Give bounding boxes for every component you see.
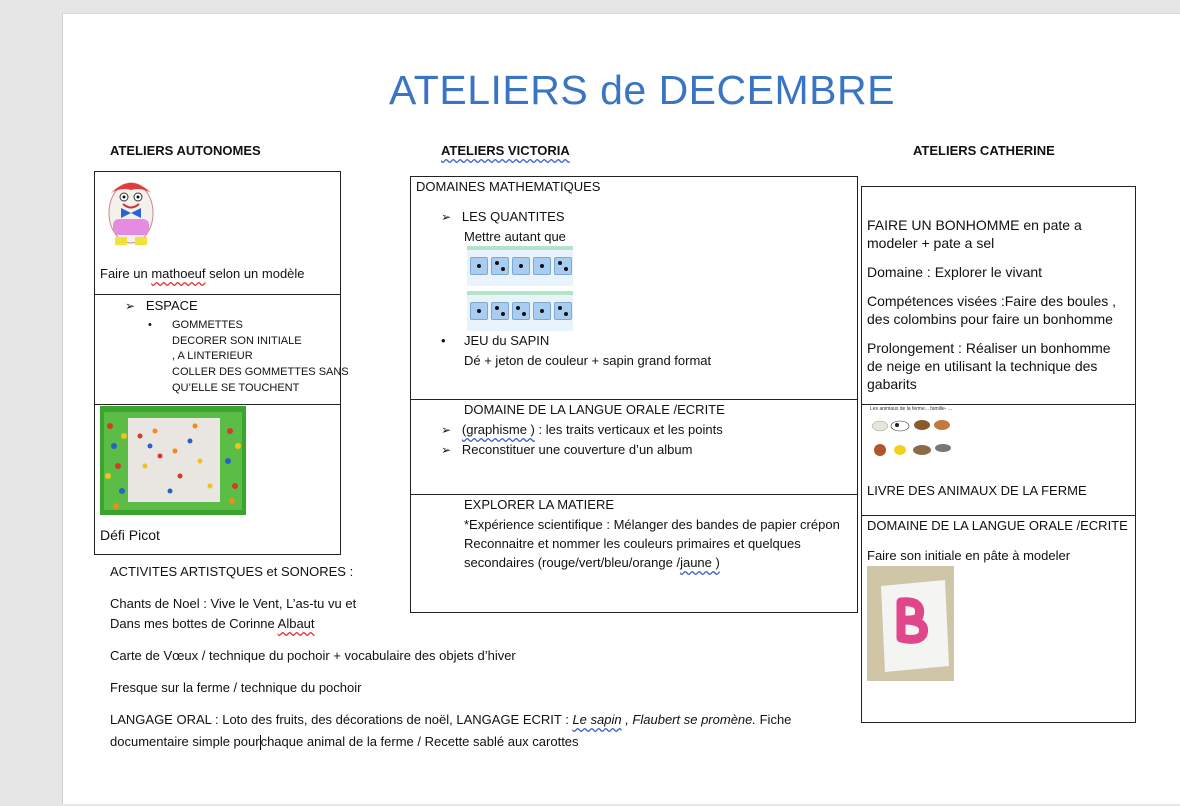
- domaine-langue-title: DOMAINE DE LA LANGUE ORALE /ECRITE: [867, 518, 1128, 533]
- thumbnail-caption: Les animaux de la ferme... famille- ...: [870, 406, 952, 412]
- jeu-sapin-title: JEU du SAPIN: [464, 333, 550, 348]
- row-divider: [411, 494, 857, 495]
- picot-pegboard-photo: [100, 406, 246, 515]
- quantites-item: ➢ LES QUANTITES: [441, 209, 565, 224]
- row-divider: [862, 515, 1135, 516]
- defi-picot-label: Défi Picot: [100, 527, 160, 543]
- reconstituer-item: ➢ Reconstituer une couverture d’un album: [441, 442, 693, 457]
- secondaires-line: secondaires (rouge/vert/bleu/orange /jaune ): [464, 555, 720, 570]
- farm-animals-thumbnail: [870, 406, 962, 466]
- espace-line: , A LINTERIEUR: [172, 350, 253, 362]
- bullet-dot-icon: •: [441, 333, 446, 348]
- explorer-title: EXPLORER LA MATIERE: [464, 497, 615, 512]
- bonhomme-line-2: modeler + pate a sel: [867, 235, 995, 251]
- langage-line-2[interactable]: documentaire simple pourchaque animal de la ferme / Recette sablé aux carottes: [110, 734, 579, 749]
- espace-line: QU’ELLE SE TOUCHENT: [172, 382, 300, 394]
- header-ateliers-catherine: ATELIERS CATHERINE: [913, 143, 1055, 158]
- cell-espace: [94, 294, 349, 405]
- cell-defi-picot: [94, 404, 341, 555]
- victoria-table: [410, 176, 858, 613]
- langage-line-1: LANGAGE ORAL : Loto des fruits, des décorations de noël, LANGAGE ECRIT : Le sapin , Flaubert se promène. Fiche: [110, 712, 792, 727]
- jeu-sapin-desc: Dé + jeton de couleur + sapin grand format: [464, 353, 712, 368]
- espace-line: COLLER DES GOMMETTES SANS: [172, 366, 349, 378]
- chants-line-1: Chants de Noel : Vive le Vent, L’as-tu vu et: [110, 596, 357, 611]
- domaine-vivant-line: Domaine : Explorer le vivant: [867, 264, 1043, 280]
- livre-animaux-line: LIVRE DES ANIMAUX DE LA FERME: [867, 483, 1087, 498]
- artistiques-heading: ACTIVITES ARTISTQUES et SONORES :: [110, 564, 354, 579]
- header-ateliers-victoria: ATELIERS VICTORIA: [441, 143, 570, 158]
- mathoeuf-egg-image: [103, 175, 159, 253]
- arrow-bullet-icon: ➢: [441, 210, 452, 224]
- arrow-bullet-icon: ➢: [125, 299, 136, 313]
- experience-line: *Expérience scientifique : Mélanger des bandes de papier crépon: [464, 517, 840, 532]
- catherine-table: [861, 186, 1136, 723]
- row-divider: [862, 404, 1135, 405]
- dice-card-image: [467, 291, 573, 331]
- prolongement-line-1: Prolongement : Réaliser un bonhomme: [867, 340, 1111, 356]
- chants-line-2: Dans mes bottes de Corinne Albaut: [110, 616, 315, 631]
- initiale-line: Faire son initiale en pâte à modeler: [867, 548, 1071, 563]
- farm-animals-icons: [870, 412, 962, 464]
- cell-mathoeuf: [94, 171, 341, 295]
- row-divider: [411, 399, 857, 400]
- espace-line: DECORER SON INITIALE: [172, 335, 302, 347]
- header-ateliers-autonomes: ATELIERS AUTONOMES: [110, 143, 261, 158]
- graphisme-item: ➢ (graphisme ) : les traits verticaux et les points: [441, 422, 723, 437]
- carte-voeux-line: Carte de Vœux / technique du pochoir + vocabulaire des objets d’hiver: [110, 648, 516, 663]
- espace-line: GOMMETTES: [172, 319, 243, 331]
- mathoeuf-text: Faire un mathoeuf selon un modèle: [100, 266, 305, 281]
- competences-line-2: des colombins pour faire un bonhomme: [867, 311, 1113, 327]
- fresque-line: Fresque sur la ferme / technique du pochoir: [110, 680, 362, 695]
- prolongement-line-3: gabarits: [867, 376, 917, 392]
- domaine-langue-title: DOMAINE DE LA LANGUE ORALE /ECRITE: [464, 402, 725, 417]
- competences-line-1: Compétences visées :Faire des boules ,: [867, 293, 1117, 309]
- bullet-dot-icon: •: [148, 319, 152, 331]
- letter-b-modeling-photo: [867, 566, 954, 681]
- reconnaitre-line: Reconnaitre et nommer les couleurs primaires et quelques: [464, 536, 801, 551]
- arrow-bullet-icon: ➢: [441, 443, 452, 457]
- mettre-autant-text: Mettre autant que: [464, 229, 566, 244]
- prolongement-line-2: de neige en utilisant la technique des: [867, 358, 1098, 374]
- dice-card-image: [467, 246, 573, 286]
- bonhomme-line-1: FAIRE UN BONHOMME en pate a: [867, 217, 1082, 233]
- page-title: ATELIERS de DECEMBRE: [389, 67, 895, 113]
- domaine-math-title: DOMAINES MATHEMATIQUES: [416, 179, 601, 194]
- espace-item: ➢ ESPACE: [125, 298, 198, 313]
- arrow-bullet-icon: ➢: [441, 423, 452, 437]
